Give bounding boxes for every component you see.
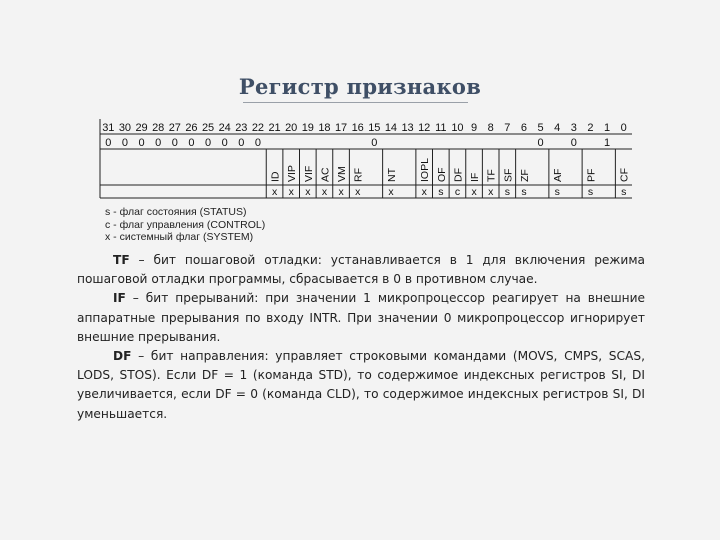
bit-value: 0 xyxy=(254,137,261,149)
bit-number: 12 xyxy=(418,122,431,134)
flag-type: x xyxy=(388,186,394,198)
flag-type: s xyxy=(554,186,560,198)
bit-number: 9 xyxy=(471,122,478,134)
df-description: – бит направления: управляет строковыми командами (MOVS, CMPS, SCAS, LODS, STOS). Если DF = 1 (команда STD), то содержимое индексных регистров SI, DI увеличивается, если DF = 0 (команда CLD), то содержимое индексных регистров SI, DI уменьшается. xyxy=(77,349,645,421)
bit-value: 0 xyxy=(371,137,378,149)
bit-number: 18 xyxy=(318,122,331,134)
if-term: IF xyxy=(113,291,126,306)
flag-type: s xyxy=(521,186,527,198)
df-term: DF xyxy=(113,349,132,364)
flag-type: s xyxy=(621,186,627,198)
bit-number: 30 xyxy=(118,122,132,134)
flag-type: x xyxy=(338,186,344,198)
tf-paragraph xyxy=(77,251,645,289)
flag-rf-label: RF xyxy=(352,168,365,182)
bit-number: 17 xyxy=(334,122,348,134)
bit-value: 1 xyxy=(604,137,611,149)
flag-type: x xyxy=(288,186,294,198)
bit-value: 0 xyxy=(138,137,145,149)
legend-item-status: s - флаг состояния (STATUS) xyxy=(105,206,247,218)
legend-item-system: x - системный флаг (SYSTEM) xyxy=(105,231,254,243)
flag-type: s xyxy=(438,186,444,198)
flag-iopl-label: IOPL xyxy=(419,158,432,182)
bit-number: 19 xyxy=(301,122,314,134)
flag-type: s xyxy=(504,186,510,198)
bit-number: 22 xyxy=(251,122,265,134)
bit-number: 29 xyxy=(135,122,148,134)
tf-term: TF xyxy=(113,253,130,267)
tf-description: – бит пошаговой отладки: устанавливается в 1 для включения режима пошаговой отладки программы, сбрасывается в 0 в противном случае. xyxy=(77,253,645,287)
bit-number: 16 xyxy=(351,122,364,134)
bit-number: 24 xyxy=(218,122,231,134)
flag-id-label: ID xyxy=(269,171,282,182)
bit-number: 3 xyxy=(570,122,577,134)
page-title: Регистр признаков xyxy=(238,74,482,99)
bit-number: 7 xyxy=(504,122,511,134)
description-text xyxy=(77,251,645,424)
bit-value: 0 xyxy=(570,137,577,149)
flag-vm-label: VM xyxy=(336,166,349,182)
bit-number: 4 xyxy=(554,122,561,134)
if-description: – бит прерываний: при значении 1 микропроцессор реагирует на внешние аппаратные прерывания по входу INTR. При значении 0 микропроцессор игнорирует внешние прерывания. xyxy=(77,291,645,344)
bit-number: 11 xyxy=(435,122,447,134)
if-paragraph xyxy=(77,289,645,347)
bit-value: 0 xyxy=(121,137,128,149)
bit-number: 13 xyxy=(401,122,414,134)
bit-value: 0 xyxy=(221,137,228,149)
flag-zf-label: ZF xyxy=(518,169,531,182)
bit-number: 6 xyxy=(520,122,527,134)
bit-number: 23 xyxy=(235,122,248,134)
bit-number-row xyxy=(102,122,627,134)
flag-af-label: AF xyxy=(552,168,565,182)
df-paragraph xyxy=(77,347,645,424)
flag-type: x xyxy=(321,186,328,198)
bit-number: 26 xyxy=(185,122,198,134)
flag-type: s xyxy=(587,186,594,198)
flag-vip-label: VIP xyxy=(286,165,299,182)
bit-value: 0 xyxy=(205,137,212,149)
flag-type: x xyxy=(305,186,311,198)
bit-number: 2 xyxy=(587,122,594,134)
bit-number: 21 xyxy=(268,122,281,134)
bit-number: 14 xyxy=(384,122,398,134)
flag-name-row xyxy=(270,158,631,182)
flag-type: x xyxy=(421,186,427,198)
bit-value: 0 xyxy=(171,137,178,149)
flag-type: x xyxy=(488,186,494,198)
flag-tf-label: TF xyxy=(485,169,498,182)
flag-cf-label: CF xyxy=(618,168,631,182)
legend-item-control: c - флаг управления (CONTROL) xyxy=(105,218,266,231)
bit-number: 25 xyxy=(201,122,215,134)
bit-number: 15 xyxy=(368,122,381,134)
flag-pf-label: PF xyxy=(585,168,598,182)
bit-value: 0 xyxy=(105,137,112,149)
bit-number: 28 xyxy=(152,122,165,134)
flag-of-label: OF xyxy=(435,167,448,182)
bit-value-row xyxy=(105,137,610,149)
flag-vif-label: VIF xyxy=(302,165,315,182)
bit-value: 0 xyxy=(238,137,245,149)
bit-number: 10 xyxy=(451,122,464,134)
flag-type: c xyxy=(454,186,461,198)
bit-number: 27 xyxy=(168,122,181,134)
bit-number: 5 xyxy=(537,122,544,134)
bit-number: 31 xyxy=(102,122,115,134)
flag-type: x xyxy=(471,186,477,198)
flag-sf-label: SF xyxy=(502,168,515,182)
flag-nt-label: NT xyxy=(385,168,398,182)
flag-ac-label: AC xyxy=(319,167,332,182)
flag-df-label: DF xyxy=(452,168,465,182)
bit-value: 0 xyxy=(155,137,162,149)
flag-if-label: IF xyxy=(469,172,482,182)
bit-value: 0 xyxy=(188,137,195,149)
bit-value: 0 xyxy=(537,137,544,149)
bit-number: 0 xyxy=(620,122,627,134)
bit-number: 8 xyxy=(487,122,494,134)
flag-type: x xyxy=(355,186,361,198)
bit-number: 20 xyxy=(285,122,298,134)
legend xyxy=(105,206,265,244)
bit-number: 1 xyxy=(604,122,611,134)
flag-type: x xyxy=(271,186,278,198)
